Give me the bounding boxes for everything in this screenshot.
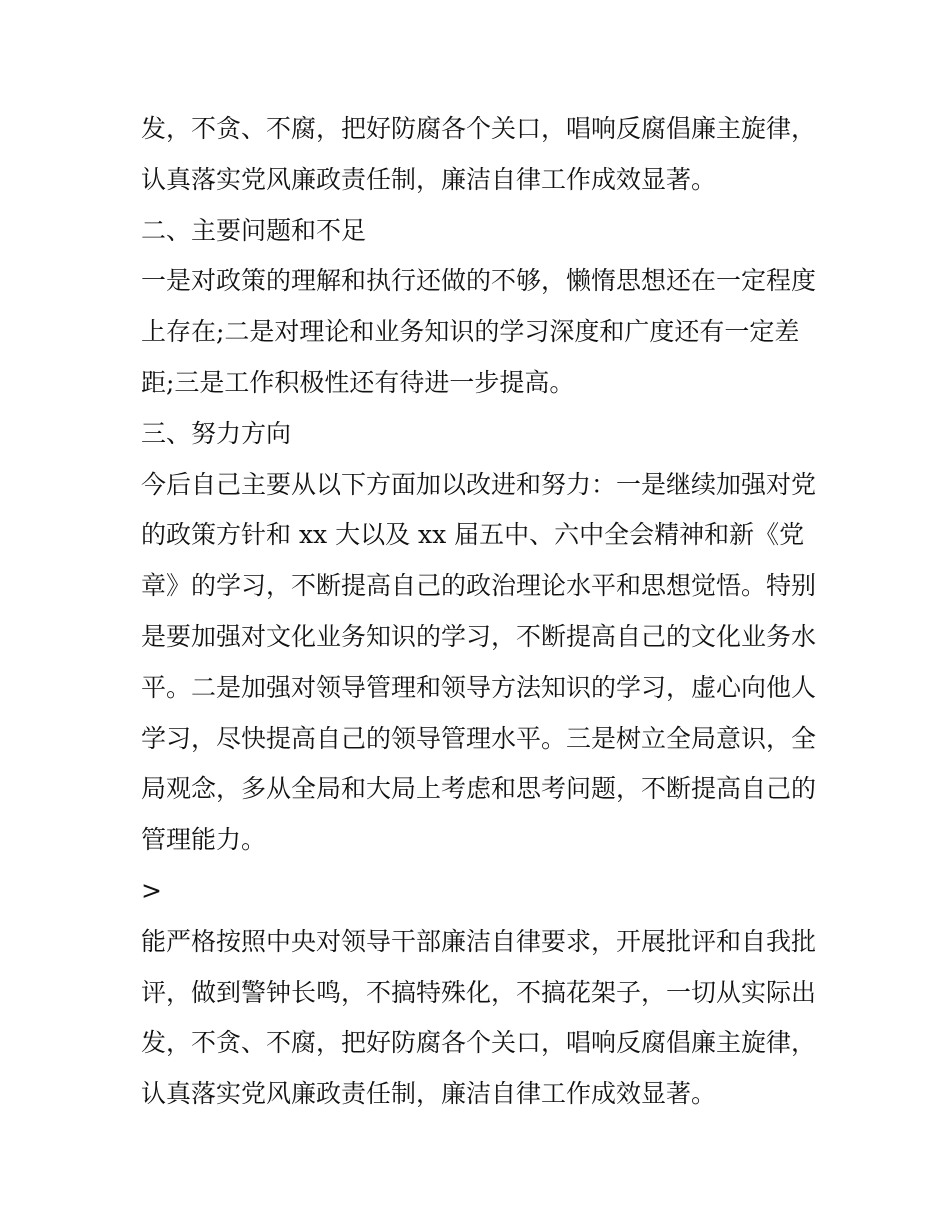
body-line: 学习，尽快提高自己的领导管理水平。三是树立全局意识，全	[141, 723, 817, 753]
body-line: 能严格按照中央对领导干部廉洁自律要求，开展批评和自我批	[141, 926, 817, 956]
body-line: 上存在;二是对理论和业务知识的学习深度和广度还有一定差	[141, 317, 800, 347]
body-line: 的政策方针和 xx 大以及 xx 届五中、六中全会精神和新《党	[141, 520, 805, 550]
body-line: 评，做到警钟长鸣，不搞特殊化，不搞花架子，一切从实际出	[141, 977, 817, 1007]
body-line: 距;三是工作积极性还有待进一步提高。	[141, 367, 575, 397]
body-line: 发，不贪、不腐，把好防腐各个关口，唱响反腐倡廉主旋律，	[141, 114, 817, 143]
document-body	[141, 104, 821, 1120]
body-line: 今后自己主要从以下方面加以改进和努力：一是继续加强对党	[141, 469, 817, 499]
body-line: 认真落实党风廉政责任制，廉洁自律工作成效显著。	[141, 1079, 717, 1109]
separator-marker: >	[141, 875, 162, 905]
body-line: 认真落实党风廉政责任制，廉洁自律工作成效显著。	[141, 164, 717, 194]
body-line: 平。二是加强对领导管理和领导方法知识的学习，虚心向他人	[141, 672, 817, 702]
body-line: 发，不贪、不腐，把好防腐各个关口，唱响反腐倡廉主旋律，	[141, 1028, 817, 1058]
body-line: 局观念，多从全局和大局上考虑和思考问题，不断提高自己的	[141, 774, 817, 804]
body-line: 章》的学习，不断提高自己的政治理论水平和思想觉悟。特别	[141, 571, 817, 601]
body-line: 是要加强对文化业务知识的学习，不断提高自己的文化业务水	[141, 621, 817, 651]
section-heading-problems: 二、主要问题和不足	[141, 215, 367, 245]
section-heading-direction: 三、努力方向	[141, 418, 292, 448]
body-line: 管理能力。	[141, 825, 267, 855]
body-line: 一是对政策的理解和执行还做的不够，懒惰思想还在一定程度	[141, 266, 817, 296]
